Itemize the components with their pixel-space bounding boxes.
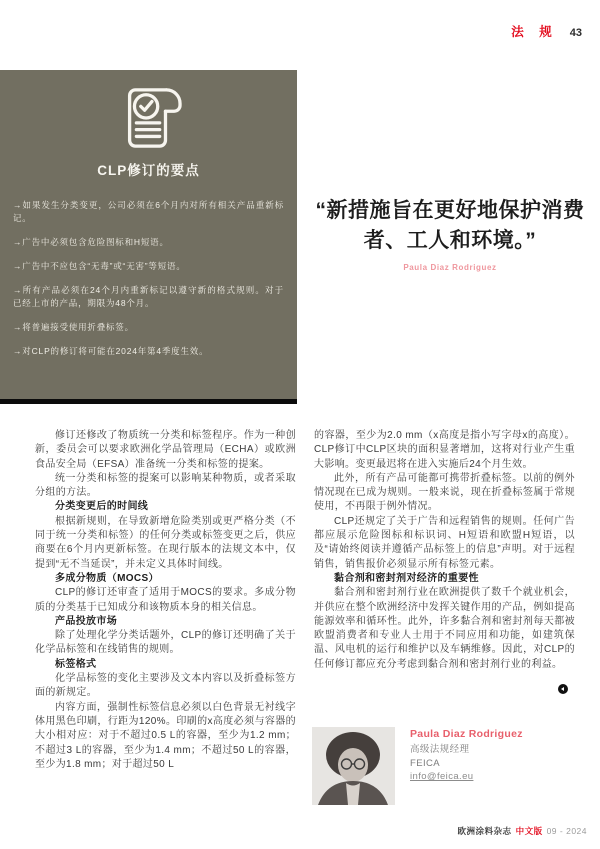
article-body (35, 429, 575, 772)
article-left-column (35, 429, 296, 772)
author-title: 高级法规经理 (410, 744, 470, 755)
author-bio (312, 727, 523, 805)
author-info (410, 727, 523, 805)
article-right-column (314, 429, 575, 772)
pull-quote (312, 196, 588, 272)
article-block: 黏合剂和密封剂行业在欧洲提供了数千个就业机会，并供应在整个欧洲经济中发挥关键作用的产品，例如提高能源效率和循环性。此外，许多黏合剂和密封剂每天都被欧盟消费者和专业人士用于不同应用和功能，如建筑保温、风电机的运行和维护以及车辆维修。因此，对CLP的任何修订都应充分考虑到黏合剂和密封剂行业的利益。 (314, 587, 575, 670)
infobox-title: CLP修订的要点 (97, 163, 200, 178)
author-organization: FEICA (410, 757, 440, 769)
clp-key-points-box (0, 70, 297, 404)
infobox-bullet: →广告中必须包含危险图标和H短语。 (13, 237, 169, 247)
article-block: 统一分类和标签的提案可以影响某种物质，或者采取分组的方法。 (35, 472, 296, 499)
article-block: 产品投放市场 (55, 615, 118, 627)
end-of-article-icon (558, 684, 568, 694)
pull-quote-text: “新措施旨在更好地保护消费者、工人和环境。” (315, 199, 585, 252)
infobox-bullet: →广告中不应包含“无毒”或“无害”等短语。 (13, 261, 186, 271)
article-block: 修订还修改了物质统一分类和标签程序。作为一种创新，委员会可以要求欧洲化学品管理局（ECHA）或欧洲食品安全局（EFSA）准备统一分类和标签的提案。 (35, 430, 296, 470)
section-label: 法 规 (511, 25, 558, 39)
article-block: 分类变更后的时间线 (55, 501, 149, 513)
pull-quote-attribution: Paula Diaz Rodriguez (403, 262, 497, 272)
article-block: 此外，所有产品可能都可携带折叠标签。以前的例外情况现在已成为规则。一般来说，现在折叠标签属于常规使用，不再限于例外情况。 (314, 472, 575, 513)
author-email-link[interactable]: info@feica.eu (410, 771, 474, 782)
infobox-bullet-list (13, 199, 284, 358)
article-block: 化学品标签的变化主要涉及文本内容以及折叠标签方面的新规定。 (35, 673, 296, 699)
page-number: 43 (569, 27, 582, 39)
article-block: 的容器，至少为2.0 mm（x高度是指小写字母x的高度）。CLP修订中CLP区块的面积显著增加，这将对行业产生重大影响。变更最迟将在进入实施后24个月生效。 (314, 430, 575, 470)
page-footer (458, 825, 587, 837)
checklist-receipt-icon (13, 86, 284, 150)
author-portrait-photo (312, 727, 395, 805)
infobox-bullet: →所有产品必须在24个月内重新标记以遵守新的格式规则。对于已经上市的产品，期限为48个月。 (13, 285, 284, 308)
footer-magazine-name: 欧洲涂料杂志 (457, 826, 512, 836)
article-block: 内容方面，强制性标签信息必须以白色背景无衬线字体用黑色印刷，行距为120%。印刷的x高度必须与容器的大小相对应：对于不超过0.5 L的容器，至少为1.2 mm；不超过3 L的容器，至少为1.4 mm；不超过50 L的容器，至少为1.8 mm；对于超过50 L (35, 701, 296, 770)
footer-edition: 中文版 (515, 826, 543, 836)
infobox-bullet: →如果发生分类变更，公司必须在6个月内对所有相关产品重新标记。 (13, 200, 284, 223)
article-block: 根据新规则，在导致新增危险类别或更严格分类（不同于统一分类和标签）的任何分类或标签变更之后，供应商要在6个月内更新标签。在现行版本的法规文本中，仅提到“无不当延误”，并未定义具体时间线。 (35, 515, 296, 570)
article-block: 黏合剂和密封剂对经济的重要性 (334, 572, 479, 584)
article-block: CLP还规定了关于广告和远程销售的规则。任何广告都应展示危险图标和标识词、H短语和欧盟H短语，以及“请始终阅读并遵循产品标签上的信息”声明。对于远程销售，销售报价必须显示所有标签元素。 (314, 515, 575, 570)
footer-issue: 09 - 2024 (546, 826, 587, 836)
author-name: Paula Diaz Rodriguez (410, 728, 523, 740)
article-block: 标签格式 (55, 658, 97, 670)
infobox-bullet: →对CLP的修订将可能在2024年第4季度生效。 (13, 346, 209, 356)
article-block: CLP的修订还审查了适用于MOCS的要求。多成分物质的分类基于已知成分和该物质本身的相关信息。 (35, 587, 296, 613)
infobox-bullet: →将普遍接受使用折叠标签。 (13, 322, 134, 332)
article-block: 多成分物质（MOCS） (55, 572, 159, 584)
article-block: 除了处理化学分类话题外，CLP的修订还明确了关于化学品标签和在线销售的规则。 (35, 630, 296, 656)
page-header (511, 22, 582, 40)
